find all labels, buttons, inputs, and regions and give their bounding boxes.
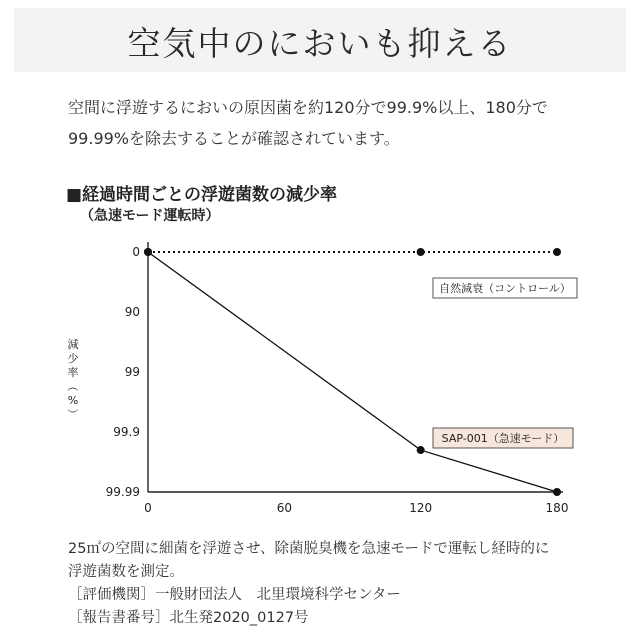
y-axis-label-char: 少 xyxy=(67,352,79,365)
y-tick-label: 99.99 xyxy=(105,485,140,499)
intro-text: 空間に浮遊するにおいの原因菌を約120分で99.9%以上、180分で99.99%を除去することが確認されています。 xyxy=(68,98,548,148)
x-tick-label: 120 xyxy=(409,501,433,515)
footnote-line: ［評価機関］一般財団法人 北里環境科学センター xyxy=(68,587,401,603)
footnote-line: 浮遊菌数を測定。 xyxy=(68,564,184,580)
x-tick-label: 180 xyxy=(545,501,569,515)
y-axis-label-char: 率 xyxy=(67,366,79,379)
y-axis-label-char: （ xyxy=(66,380,79,392)
page-title: 空気中のにおいも抑える xyxy=(127,24,513,63)
series-label: SAP-001（急速モード） xyxy=(441,432,565,445)
data-point xyxy=(144,248,152,256)
y-tick-label: 99.9 xyxy=(113,425,140,439)
x-tick-labels xyxy=(144,501,568,515)
y-axis-label-char: 減 xyxy=(67,338,79,351)
y-axis-label xyxy=(66,337,79,420)
data-point xyxy=(417,446,425,454)
y-axis-label-char: ） xyxy=(66,408,79,420)
title-banner xyxy=(14,8,626,72)
chart-subtitle: （急速モード運転時） xyxy=(80,208,220,224)
series-labels xyxy=(433,278,577,448)
x-tick-label: 60 xyxy=(276,501,292,515)
y-axis-label-char: % xyxy=(67,394,79,407)
footnote-line: ［報告書番号］北生発2020_0127号 xyxy=(68,610,309,626)
data-point xyxy=(553,248,561,256)
data-point xyxy=(417,248,425,256)
y-tick-labels xyxy=(106,245,140,499)
y-tick-label: 90 xyxy=(124,305,140,319)
reduction-rate-chart xyxy=(0,230,640,530)
footnote xyxy=(68,538,608,630)
x-tick-label: 0 xyxy=(144,501,152,515)
y-tick-label: 0 xyxy=(132,245,140,259)
data-point xyxy=(553,488,561,496)
series-label: 自然減衰（コントロール） xyxy=(439,282,571,295)
y-tick-label: 99 xyxy=(124,365,140,379)
chart-title: ■経過時間ごとの浮遊菌数の減少率 xyxy=(66,185,338,205)
footnote-line: 25㎡の空間に細菌を浮遊させ、除菌脱臭機を急速モードで運転し経時的に xyxy=(68,541,550,557)
